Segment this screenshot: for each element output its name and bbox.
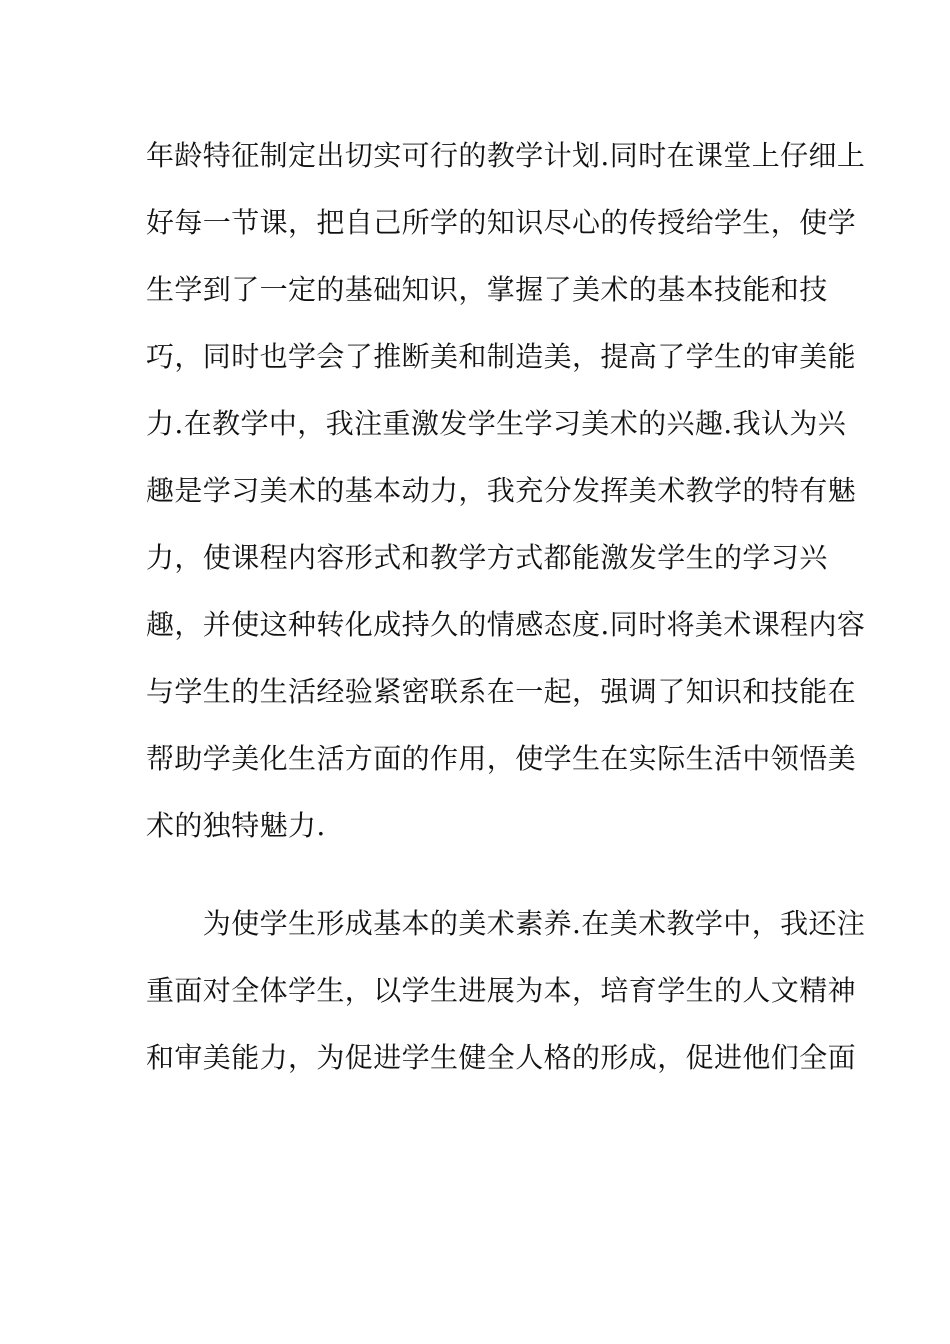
text-line: 重面对全体学生，以学生进展为本，培育学生的人文精神 (146, 974, 857, 1007)
text-line: 好每一节课，把自己所学的知识尽心的传授给学生，使学 (146, 206, 857, 239)
text-line: 生学到了一定的基础知识，掌握了美术的基本技能和技 (146, 273, 828, 306)
text-line: 为使学生形成基本的美术素养.在美术教学中，我还注 (146, 907, 866, 940)
text-line: 和审美能力，为促进学生健全人格的形成，促进他们全面 (146, 1041, 857, 1074)
paragraph (146, 900, 866, 1101)
text-line: 巧，同时也学会了推断美和制造美，提高了学生的审美能 (146, 340, 857, 373)
text-line: 力.在教学中，我注重激发学生学习美术的兴趣.我认为兴 (146, 407, 847, 440)
text-line: 趣，并使这种转化成持久的情感态度.同时将美术课程内容 (146, 608, 866, 641)
text-line: 年龄特征制定出切实可行的教学计划.同时在课堂上仔细上 (146, 139, 866, 172)
text-line: 帮助学美化生活方面的作用，使学生在实际生活中领悟美 (146, 742, 857, 775)
text-line: 力，使课程内容形式和教学方式都能激发学生的学习兴 (146, 541, 828, 574)
text-line: 趣是学习美术的基本动力，我充分发挥美术教学的特有魅 (146, 474, 857, 507)
paragraph-spacer (146, 869, 810, 900)
paragraph (146, 132, 866, 869)
document-body (146, 132, 866, 1101)
text-line: 术的独特魅力. (146, 809, 326, 842)
text-line: 与学生的生活经验紧密联系在一起，强调了知识和技能在 (146, 675, 857, 708)
